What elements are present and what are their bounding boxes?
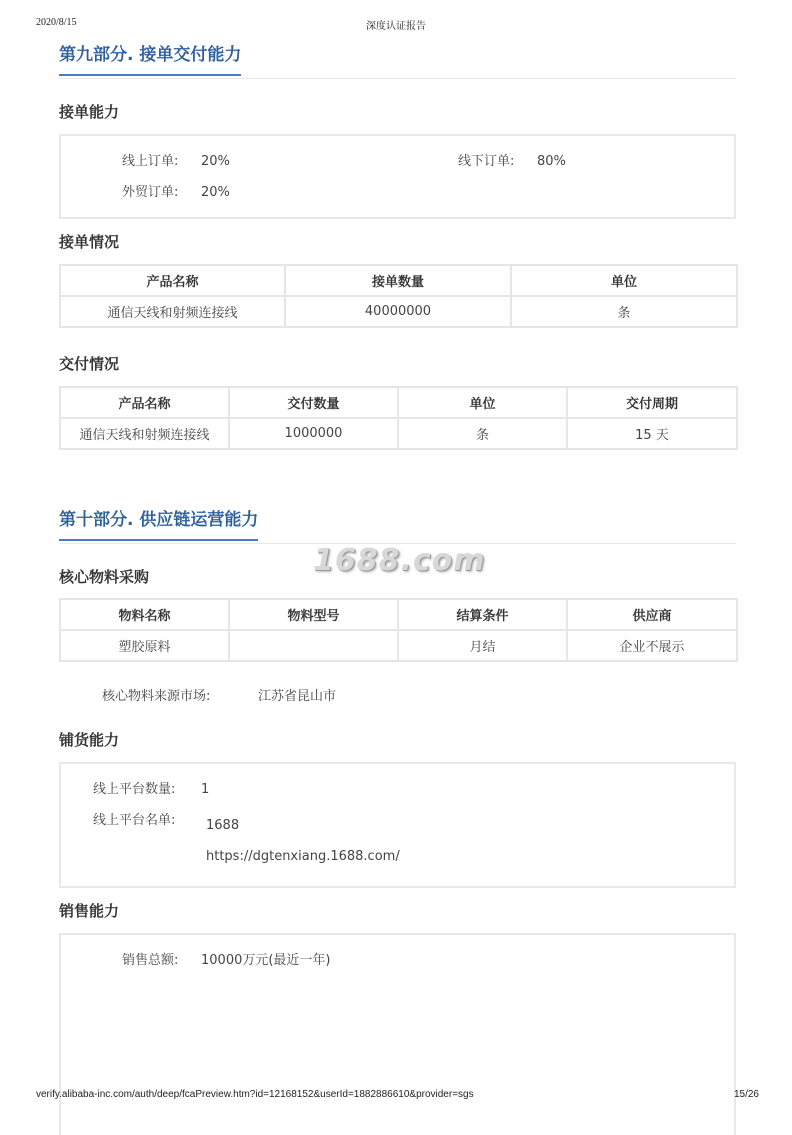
part-10-title-text: 第十部分. 供应链运营能力 <box>59 509 258 541</box>
sales-total-value: 10000万元(最近一年) <box>201 953 331 968</box>
order-ability-box <box>59 134 736 219</box>
foreign-order-label: 外贸订单: <box>122 185 179 200</box>
table-cell: 40000000 <box>285 296 511 327</box>
table-header-cell: 接单数量 <box>285 265 511 296</box>
core-material-table <box>59 598 738 662</box>
offline-order-label: 线下订单: <box>458 154 515 169</box>
table-cell <box>229 630 398 661</box>
print-date: 2020/8/15 <box>36 17 77 28</box>
print-header <box>36 17 756 31</box>
table-header-cell: 产品名称 <box>60 265 285 296</box>
table-header-cell: 单位 <box>511 265 737 296</box>
platform-list-item: https://dgtenxiang.1688.com/ <box>206 849 400 864</box>
material-source-label: 核心物料来源市场: <box>102 689 211 704</box>
table-cell: 塑胶原料 <box>60 630 229 661</box>
table-cell: 条 <box>398 418 567 449</box>
platform-count-label: 线上平台数量: <box>93 782 176 797</box>
order-status-table <box>59 264 738 328</box>
table-header-row <box>60 265 737 296</box>
table-header-cell: 单位 <box>398 387 567 418</box>
table-row <box>60 630 737 661</box>
table-cell: 月结 <box>398 630 567 661</box>
page-number: 15/26 <box>733 1089 759 1100</box>
sales-box <box>59 933 736 1135</box>
table-header-cell: 供应商 <box>567 599 737 630</box>
foreign-order-value: 20% <box>201 185 230 200</box>
site-watermark: 1688.com <box>313 543 486 578</box>
table-header-cell: 物料名称 <box>60 599 229 630</box>
part-10-title <box>59 509 736 544</box>
table-header-cell: 交付数量 <box>229 387 398 418</box>
table-header-cell: 产品名称 <box>60 387 229 418</box>
delivery-status-title: 交付情况 <box>59 355 120 373</box>
table-header-cell: 结算条件 <box>398 599 567 630</box>
table-header-row <box>60 599 737 630</box>
distribution-title: 铺货能力 <box>59 731 120 749</box>
delivery-status-table <box>59 386 738 450</box>
table-cell: 条 <box>511 296 737 327</box>
sales-total-label: 销售总额: <box>122 953 179 968</box>
platform-count-value: 1 <box>201 782 210 797</box>
platform-list-label: 线上平台名单: <box>93 813 176 828</box>
core-material-title: 核心物料采购 <box>59 568 150 586</box>
table-row <box>60 296 737 327</box>
table-cell: 1000000 <box>229 418 398 449</box>
print-title: 深度认证报告 <box>366 21 426 32</box>
sales-title: 销售能力 <box>59 902 120 920</box>
table-header-row <box>60 387 737 418</box>
platform-list-item: 1688 <box>206 818 240 833</box>
online-order-label: 线上订单: <box>122 154 179 169</box>
table-cell: 通信天线和射频连接线 <box>60 296 285 327</box>
part-9-title <box>59 44 736 79</box>
table-cell: 通信天线和射频连接线 <box>60 418 229 449</box>
part-9-title-text: 第九部分. 接单交付能力 <box>59 44 241 76</box>
offline-order-value: 80% <box>537 154 566 169</box>
distribution-box <box>59 762 736 888</box>
print-footer <box>36 1089 759 1103</box>
table-row <box>60 418 737 449</box>
table-cell: 15 天 <box>567 418 737 449</box>
online-order-value: 20% <box>201 154 230 169</box>
order-status-title: 接单情况 <box>59 233 120 251</box>
order-ability-title: 接单能力 <box>59 103 120 121</box>
material-source-value: 江苏省昆山市 <box>258 689 337 704</box>
table-cell: 企业不展示 <box>567 630 737 661</box>
page-url: verify.alibaba-inc.com/auth/deep/fcaPreview.htm?id=12168152&userId=1882886610&provider=sgs <box>36 1089 474 1100</box>
table-header-cell: 交付周期 <box>567 387 737 418</box>
table-header-cell: 物料型号 <box>229 599 398 630</box>
